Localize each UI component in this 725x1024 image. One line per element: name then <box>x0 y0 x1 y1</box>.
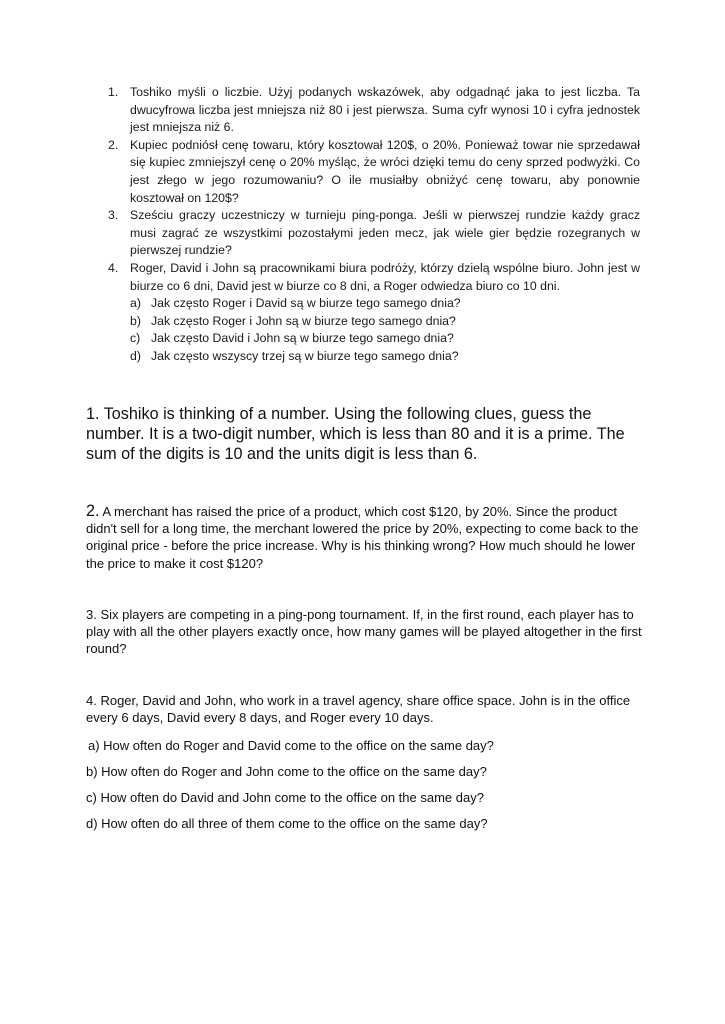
question-text: Sześciu graczy uczestniczy w turnieju ping-ponga. Jeśli w pierwszej rundzie każdy gracz musi zagrać ze wszystkimi pozostałymi jeden mecz, jak wiele gier będzie rozegranych w pierwszej rundzie? <box>130 208 640 258</box>
subquestion-label: c) <box>130 331 141 346</box>
polish-question-list <box>90 84 640 366</box>
english-subquestion-b: b) How often do Roger and John come to the office on the same day? <box>86 764 487 779</box>
question-number: 1. <box>108 85 119 99</box>
subquestion-text: Jak często Roger i John są w biurze tego samego dnia? <box>151 313 456 328</box>
polish-question-1 <box>90 84 640 137</box>
subquestion-text: Jak często Roger i David są w biurze tego samego dnia? <box>151 296 461 311</box>
question-text: Kupiec podniósł cenę towaru, który kosztował 120$, o 20%. Ponieważ towar nie sprzedawał się kupiec zmniejszył cenę o 20% myśląc, że wróci dzięki temu do ceny sprzed podwyżki. Co jest złego w jego rozumowaniu? O ile musiałby obniżyć cenę towaru, aby ponownie kosztował on 120$? <box>130 137 640 205</box>
subquestion-label: d) <box>130 348 141 363</box>
english-subquestion-a: a) How often do Roger and David come to the office on the same day? <box>88 738 494 753</box>
polish-question-4 <box>90 260 640 366</box>
polish-subquestion-a <box>130 295 640 313</box>
question-text: A merchant has raised the price of a product, which cost $120, by 20%. Since the product didn't sell for a long time, the merchant lowered the price by 20%, expecting to come back to the original price - before the price increase. Why is his thinking wrong? How much should he lower the price to make it cost $120? <box>86 504 639 571</box>
subquestion-label: a) <box>130 296 141 311</box>
english-question-2 <box>86 503 646 572</box>
question-number: 3. <box>108 208 119 223</box>
subquestion-label: b) <box>130 313 141 328</box>
english-subquestion-c: c) How often do David and John come to the office on the same day? <box>86 790 484 805</box>
english-subquestion-d: d) How often do all three of them come to the office on the same day? <box>86 816 488 831</box>
question-number: 2. <box>108 137 119 152</box>
polish-subquestion-list <box>130 295 640 365</box>
english-question-1: 1. Toshiko is thinking of a number. Using the following clues, guess the number. It is a two-digit number, which is less than 80 and it is a prime. The sum of the digits is 10 and the units digit is less than 6. <box>86 405 625 463</box>
polish-question-3 <box>90 207 640 260</box>
polish-question-2 <box>90 137 640 207</box>
polish-subquestion-d <box>130 348 640 366</box>
question-number: 2. <box>86 502 100 520</box>
english-question-3: 3. Six players are competing in a ping-pong tournament. If, in the first round, each player has to play with all the other players exactly once, how many games will be played altogether in the first round? <box>86 607 642 657</box>
question-text: Toshiko myśli o liczbie. Użyj podanych wskazówek, aby odgadnąć jaka to jest liczba. Ta dwucyfrowa liczba jest mniejsza niż 80 i jest pierwsza. Suma cyfr wynosi 10 i cyfra jednostek jest mniejsza niż 6. <box>130 85 640 135</box>
polish-subquestion-c <box>130 330 640 348</box>
question-text: Roger, David i John są pracownikami biura podróży, którzy dzielą wspólne biuro. John jest w biurze co 6 dni, David jest w biurze co 8 dni, a Roger odwiedza biuro co 10 dni. <box>130 260 640 293</box>
question-number: 4. <box>108 260 119 275</box>
subquestion-text: Jak często David i John są w biurze tego samego dnia? <box>151 331 454 346</box>
subquestion-text: Jak często wszyscy trzej są w biurze tego samego dnia? <box>151 348 459 363</box>
english-question-4: 4. Roger, David and John, who work in a travel agency, share office space. John is in the office every 6 days, David every 8 days, and Roger every 10 days. <box>86 693 631 726</box>
polish-subquestion-b <box>130 313 640 331</box>
